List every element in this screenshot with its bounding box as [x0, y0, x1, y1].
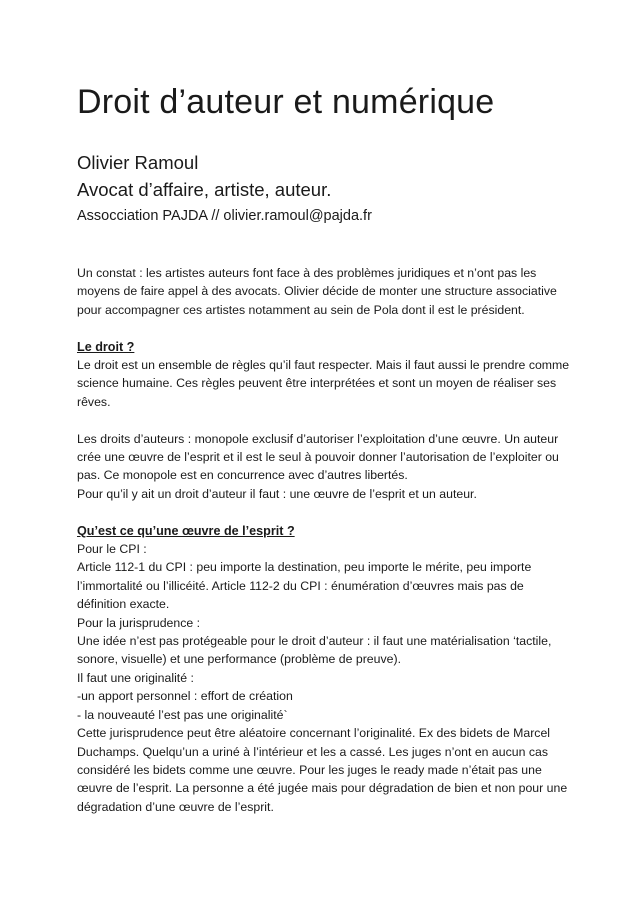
oeuvre-line-2: Article 112-1 du CPI : peu importe la destination, peu importe le mérite, peu importe l’immortalité ou l’illicéité. Article 112-2 du CPI : énumération d’œuvres mais pas de définition exacte. [77, 560, 532, 612]
droit-paragraph-3: Pour qu’il y ait un droit d’auteur il faut : une œuvre de l’esprit et un auteur. [77, 486, 477, 501]
oeuvre-line-8: Cette jurisprudence peut être aléatoire concernant l’originalité. Ex des bidets de Marcel Duchamps. Quelqu’un a uriné à l’intérieur et les a cassé. Les juges n’ont en aucun cas considéré les bidets comme une œuvre. Pour les juges le ready made n’était pas une œuvre de l’esprit. La personne a été jugée mais pour dégradation de bien et non pour une dégradation d’une œuvre de l’esprit. [77, 726, 568, 814]
author-name: Olivier Ramoul [77, 152, 199, 173]
paragraph-spacer [77, 319, 571, 337]
oeuvre-line-3: Pour la jurisprudence : [77, 615, 201, 630]
oeuvre-line-4: Une idée n’est pas protégeable pour le droit d’auteur : il faut une matérialisation ‘tactile, sonore, visuelle) et une performance (problème de preuve). [77, 634, 552, 667]
oeuvre-line-6: -un apport personnel : effort de création [77, 689, 293, 704]
oeuvre-line-5: Il faut une originalité : [77, 670, 194, 685]
paragraph-spacer [77, 411, 571, 429]
paragraph-spacer [77, 503, 571, 521]
oeuvre-line-1: Pour le CPI : [77, 542, 147, 557]
droit-paragraph-1: Le droit est un ensemble de règles qu’il faut respecter. Mais il faut aussi le prendre comme science humaine. Ces règles peuvent être interprétées et sont un moyen de réaliser ses rêves. [77, 358, 570, 409]
droit-paragraph-2: Les droits d’auteurs : monopole exclusif d’autoriser l’exploitation d’une œuvre. Un auteur crée une œuvre de l’esprit et il est le seul à pouvoir donner l’autorisation de l’exploiter ou pas. Ce monopole est en concurrence avec d’autres libertés. [77, 431, 559, 483]
association-contact: Assocciation PAJDA // olivier.ramoul@pajda.fr [77, 208, 372, 224]
intro-paragraph: Un constat : les artistes auteurs font face à des problèmes juridiques et n’ont pas les moyens de faire appel à des avocats. Olivier décide de monter une structure associative pour accompagner ces artistes notamment au sein de Pola dont il est le président. [77, 266, 557, 317]
document-title: Droit d’auteur et numérique [77, 83, 495, 121]
document-body [77, 264, 571, 816]
section-heading-oeuvre: Qu’est ce qu’une œuvre de l’esprit ? [77, 523, 295, 538]
oeuvre-line-7: - la nouveauté l’est pas une originalité` [77, 707, 288, 722]
section-heading-droit: Le droit ? [77, 339, 135, 354]
author-role: Avocat d’affaire, artiste, auteur. [77, 179, 332, 200]
